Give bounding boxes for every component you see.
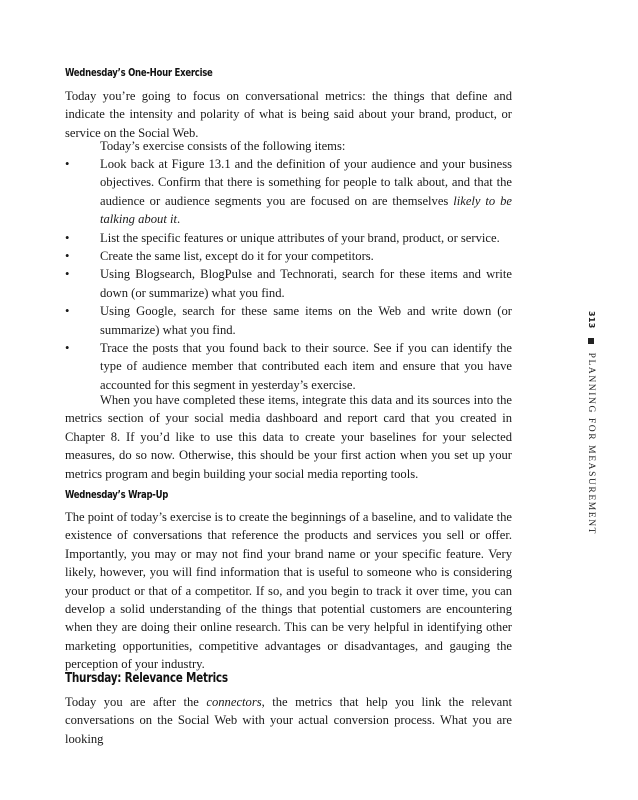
list-item: • List the specific features or unique attributes of your brand, product, or service. (65, 229, 512, 247)
running-head-sidebar (586, 311, 596, 535)
bullet-icon: • (65, 230, 70, 245)
thursday-paragraph: Today you are after the connectors, the metrics that help you link the relevant conversations on the Social Web with your actual conversion process. What you are looking (65, 695, 512, 746)
page-number: 313 (587, 311, 596, 329)
list-item: • Using Blogsearch, BlogPulse and Technorati, search for these items and write down (or summarize) what you find. (65, 267, 512, 300)
square-bullet-icon (588, 338, 594, 344)
bullet-icon: • (65, 267, 70, 282)
exercise-item-list (65, 155, 512, 394)
list-item: • Create the same list, except do it for your competitors. (65, 247, 512, 265)
section-heading-wednesday-exercise: Wednesday’s One-Hour Exercise (65, 66, 213, 79)
exercise-intro-paragraph: Today you’re going to focus on conversational metrics: the things that define and indicate the intensity and polarity of what is being said about your brand, product, or service on the Social Web. (65, 89, 512, 140)
list-item: • Trace the posts that you found back to their source. See if you can identify the type of audience member that contributed each item and ensure that you have accounted for this segment in yesterday’s exercise. (65, 341, 512, 392)
exercise-closing-paragraph: When you have completed these items, integrate this data and its sources into the metrics section of your social media dashboard and report card that you created in Chapter 8. If you’d like to use this data to create your baselines for your selected measures, do so now. Otherwise, this should be your first action when you set up your metrics program and begin building your social media reporting tools. (65, 393, 512, 481)
list-item: • Using Google, search for these same items on the Web and write down (or summarize) what you find. (65, 304, 512, 337)
bullet-icon: • (65, 157, 70, 171)
running-head-title: PLANNING FOR MEASUREMENT (586, 352, 596, 536)
bullet-icon: • (65, 249, 70, 264)
list-item: • Look back at Figure 13.1 and the definition of your audience and your business objectives. Confirm that there is something for people to talk about, and that the audience or audience segments you are focused on are themselves likely to be talking about it. (65, 157, 513, 227)
bullet-icon: • (65, 341, 70, 356)
wrapup-paragraph: The point of today’s exercise is to create the beginnings of a baseline, and to validate the existence of conversations that reference the products and services you sell or offer. Importantly, you may or may not find your brand name or your specific feature. Very likely, however, you will find information that is useful to someone who is considering your product or that of a competitor. If so, and you begin to track it over time, you can develop a solid understanding of the things that potential customers are encountering when they are doing their online research. This can be very helpful in identifying other marketing opportunities, competitive advantages or disadvantages, and gauging the perception of your industry. (65, 510, 512, 672)
section-heading-wednesday-wrapup: Wednesday’s Wrap-Up (65, 488, 169, 501)
section-heading-thursday: Thursday: Relevance Metrics (65, 670, 228, 686)
bullet-icon: • (65, 304, 70, 319)
exercise-list-intro: Today’s exercise consists of the following items: (100, 139, 346, 153)
